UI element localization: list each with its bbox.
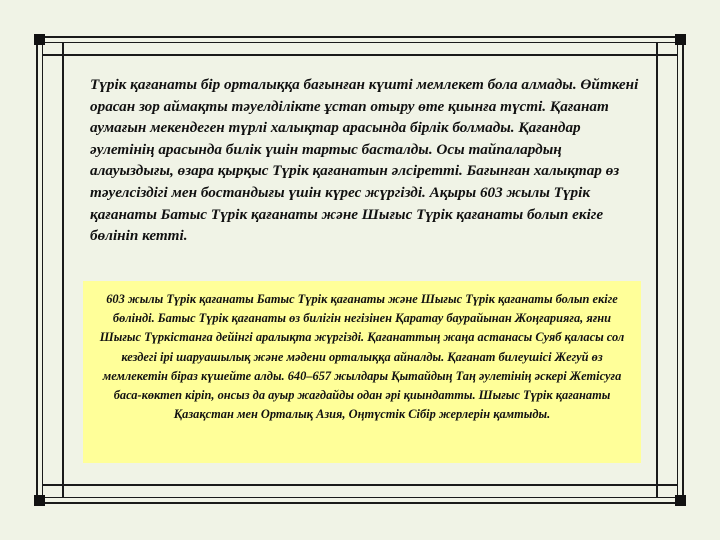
note-box bbox=[83, 281, 641, 463]
frame-line bbox=[36, 42, 38, 498]
frame-line bbox=[677, 42, 678, 498]
frame-line bbox=[62, 54, 64, 486]
frame-corner bbox=[34, 34, 45, 45]
note-paragraph: 603 жылы Түрік қағанаты Батыс Түрік қағанаты және Шығыс Түрік қағанаты болып екіге бөлінді. Батыс Түрік қағанаты өз билігін негізінен Қаратау баурайынан Жоңғарияға, яғни Шығыс Түркістанға дейінгі аралықта жүргізді. Қағанаттың жаңа астанасы Суяб қаласы сол кездегі ірі шаруашылық және мәдени орталыққа айналды. Қағанат билеушісі Жегуй өз мемлекетін біраз күшейте алды. 640–657 жылдары Қытайдың Таң әулетінің әскері Жетісуға баса-көктеп кіріп, онсыз да ауыр жағдайды одан әрі қиындатты. Шығыс Түрік қағанаты Қазақстан мен Орталық Азия, Оңтүстік Сібір жерлерін қамтыды. bbox=[99, 292, 625, 422]
frame-line bbox=[62, 484, 64, 498]
frame-line bbox=[42, 42, 678, 43]
frame-corner bbox=[675, 34, 686, 45]
frame-line bbox=[42, 484, 64, 486]
frame-corner bbox=[34, 495, 45, 506]
frame-line bbox=[42, 497, 678, 498]
frame-line bbox=[42, 42, 43, 498]
frame-line bbox=[656, 484, 658, 498]
frame-line bbox=[62, 484, 658, 486]
frame-line bbox=[656, 54, 678, 56]
frame-line bbox=[42, 36, 678, 38]
frame-line bbox=[42, 502, 678, 504]
frame-line bbox=[656, 484, 678, 486]
frame-line bbox=[656, 42, 658, 56]
frame-line bbox=[62, 42, 64, 56]
frame-line bbox=[682, 42, 684, 498]
frame-line bbox=[62, 54, 658, 56]
frame-corner bbox=[675, 495, 686, 506]
frame-line bbox=[656, 54, 658, 486]
main-paragraph: Түрік қағанаты бір орталыққа бағынған күшті мемлекет бола алмады. Өйткені орасан зор аймақты тәуелділікте ұстап отыру өте қиынға түсті. Қағанат аумағын мекендеген түрлі халықтар арасында бірлік болмады. Қағандар әулетінің арасында билік үшін тартыс басталды. Осы тайпалардың алауыздығы, өзара қырқыс Түрік қағанатын әлсіретті. Бағынған халықтар өз тәуелсіздігі мен бостандығы үшін күрес жүргізді. Ақыры 603 жылы Түрік қағанаты Батыс Түрік қағанаты және Шығыс Түрік қағанаты болып екіге бөлініп кетті. bbox=[90, 76, 639, 245]
frame-line bbox=[42, 54, 64, 56]
